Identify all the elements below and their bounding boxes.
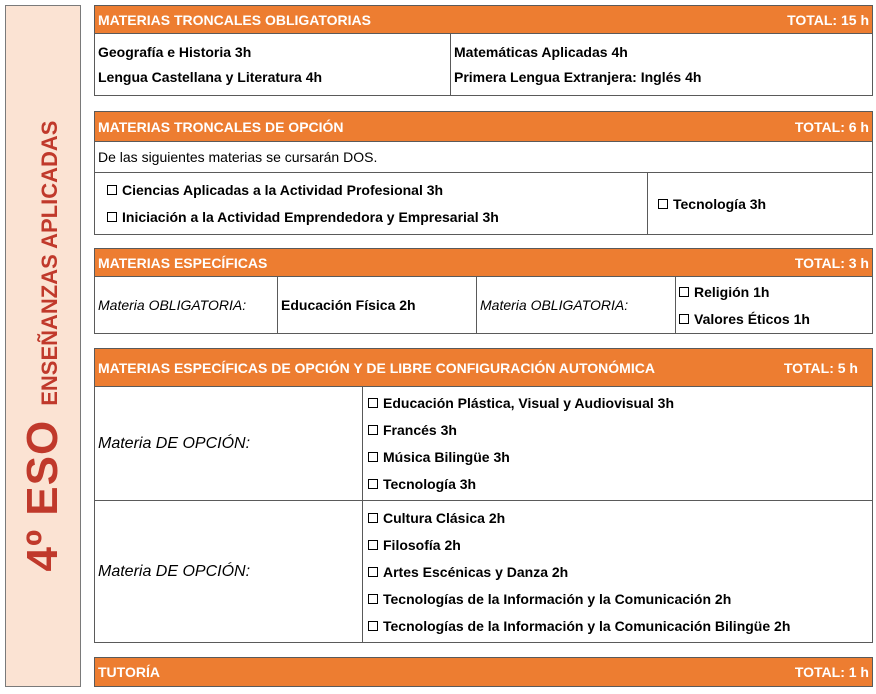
option-label: Iniciación a la Actividad Emprendedora y Empresarial 3h [122,209,499,225]
side-banner [5,5,81,687]
option-label: Francés 3h [383,422,457,438]
section-header [95,249,872,277]
option-item [368,531,869,558]
subjects-left-cell [95,34,451,95]
group-label: Materia DE OPCIÓN: [95,387,363,500]
checkbox[interactable] [107,212,117,222]
checkbox[interactable] [368,398,378,408]
religion-options-cell [676,277,872,333]
section-tutoria [94,657,873,687]
subjects-right-cell [451,34,872,95]
section-title: MATERIAS ESPECÍFICAS DE OPCIÓN Y DE LIBRE CONFIGURACIÓN AUTONÓMICA [98,359,655,376]
especificas-row [95,277,872,333]
checkbox[interactable] [368,513,378,523]
option-label: Cultura Clásica 2h [383,509,506,526]
group-options-cell [363,501,872,642]
option-item [679,305,869,332]
option-item [368,444,869,471]
subject-item: Matemáticas Aplicadas 4h [454,44,628,60]
option-item [107,204,644,231]
section-libre-configuracion [94,348,873,643]
option-label: Tecnología 3h [383,476,477,492]
options-right-cell [648,173,872,234]
subject-item: Lengua Castellana y Literatura 4h [98,69,323,85]
checkbox[interactable] [368,594,378,604]
options-row [95,173,872,234]
option-label: Artes Escénicas y Danza 2h [383,563,569,580]
option-item [368,504,869,531]
section-title: MATERIAS TRONCALES OBLIGATORIAS [98,11,371,28]
course-title: 4º ESO [18,419,67,572]
section-header [95,112,872,142]
option-label: Filosofía 2h [383,536,461,553]
checkbox[interactable] [679,287,689,297]
section-total: TOTAL: 5 h [783,359,858,376]
checkbox[interactable] [107,185,117,195]
option-item [368,417,869,444]
section-title: MATERIAS ESPECÍFICAS [98,254,268,271]
checkbox[interactable] [368,567,378,577]
option-label: Valores Éticos 1h [694,310,810,327]
checkbox[interactable] [368,621,378,631]
group-label: Materia DE OPCIÓN: [95,501,363,642]
note-row [95,142,872,173]
checkbox[interactable] [658,199,668,209]
section-header [95,658,872,686]
checkbox[interactable] [368,479,378,489]
option-item [658,190,869,217]
option-item [368,471,869,498]
option-label: Religión 1h [694,283,770,300]
option-item [368,612,869,639]
option-item [679,278,869,305]
option-group-row [95,387,872,501]
subjects-row [95,34,872,95]
section-total: TOTAL: 15 h [787,11,869,28]
section-especificas [94,248,873,334]
section-header [95,349,872,387]
option-item [368,390,869,417]
section-total: TOTAL: 3 h [794,254,869,271]
section-total: TOTAL: 6 h [794,118,869,135]
side-banner-text [18,121,68,572]
checkbox[interactable] [679,314,689,324]
mandatory-label: Materia OBLIGATORIA: [95,277,278,333]
section-title: TUTORÍA [98,664,160,680]
group-options-cell [363,387,872,500]
option-label: Tecnología 3h [673,195,767,212]
checkbox[interactable] [368,425,378,435]
selection-note: De las siguientes materias se cursarán DOS. [98,149,378,165]
option-item [107,177,644,204]
section-title: MATERIAS TRONCALES DE OPCIÓN [98,118,344,135]
course-subtitle: ENSEÑANZAS APLICADAS [37,120,62,406]
option-label: Música Bilingüe 3h [383,449,510,465]
option-item [368,585,869,612]
section-troncales-obligatorias [94,5,873,96]
option-label: Tecnologías de la Información y la Comunicación 2h [383,590,732,607]
option-group-row [95,501,872,642]
checkbox[interactable] [368,452,378,462]
section-total: TOTAL: 1 h [794,664,869,680]
subject-item: Geografía e Historia 3h [98,44,252,60]
option-label: Educación Plástica, Visual y Audiovisual 3h [383,395,674,411]
checkbox[interactable] [368,540,378,550]
subject-item: Primera Lengua Extranjera: Inglés 4h [454,69,702,85]
option-label: Tecnologías de la Información y la Comunicación Bilingüe 2h [383,617,791,634]
option-item [368,558,869,585]
option-label: Ciencias Aplicadas a la Actividad Profesional 3h [122,182,444,198]
section-troncales-opcion [94,111,873,235]
mandatory-value: Educación Física 2h [278,277,477,333]
mandatory-label: Materia OBLIGATORIA: [477,277,676,333]
options-left-cell [95,173,648,234]
section-header [95,6,872,34]
